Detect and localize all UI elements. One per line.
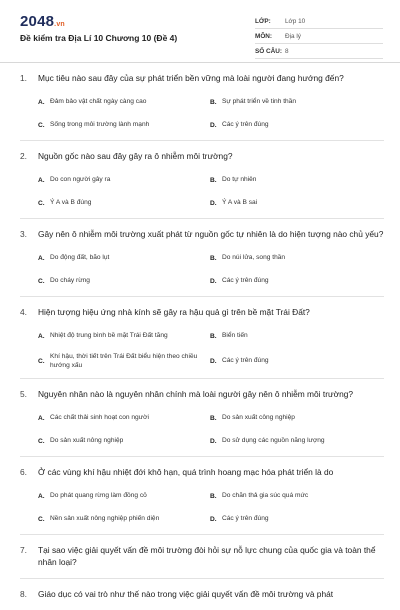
option-letter: C. (38, 121, 45, 129)
option-text: Các ý trên đúng (222, 277, 269, 285)
question-list (0, 63, 400, 610)
question-number: 8. (20, 589, 27, 599)
question-text: Mục tiêu nào sau đây của sự phát triển bền vững mà loài người đang hướng đến? (38, 73, 344, 83)
question-text: Tại sao việc giải quyết vấn đề môi trường đòi hỏi sự nỗ lực chung của quốc gia và toàn thể nhân loại? (38, 545, 376, 567)
question-item (20, 297, 384, 379)
question-text-row (20, 150, 384, 162)
option-text: Các ý trên đúng (222, 515, 269, 523)
option-letter: B. (210, 98, 217, 106)
logo-suffix: .vn (54, 21, 65, 28)
meta-row-count (255, 44, 383, 59)
question-text-row (20, 588, 384, 600)
option-text: Do sử dụng các nguồn năng lượng (222, 437, 325, 445)
answer-option[interactable] (38, 508, 210, 530)
answer-option[interactable] (210, 508, 384, 530)
option-text: Do cháy rừng (50, 277, 90, 285)
question-number: 1. (20, 73, 27, 83)
option-letter: D. (210, 437, 217, 445)
option-letter: D. (210, 199, 217, 207)
question-item (20, 457, 384, 535)
answer-option[interactable] (38, 91, 210, 113)
meta-value: Địa lý (285, 32, 301, 40)
meta-row-class (255, 14, 383, 29)
header (0, 0, 400, 63)
question-text: Nguyên nhân nào là nguyên nhân chính mà loài người gây nên ô nhiễm môi trường? (38, 389, 354, 399)
meta-row-subject (255, 29, 383, 44)
option-text: Sự phát triển về tinh thần (222, 98, 297, 106)
answer-option[interactable] (210, 407, 384, 429)
question-text: Nguồn gốc nào sau đây gây ra ô nhiễm môi trường? (38, 151, 233, 161)
option-letter: D. (210, 357, 217, 365)
question-text: Ở các vùng khí hậu nhiệt đới khô hạn, quá trình hoang mạc hóa phát triển là do (38, 467, 334, 477)
option-text: Do con người gây ra (50, 176, 111, 184)
answer-option[interactable] (38, 169, 210, 191)
answer-option[interactable] (210, 192, 384, 214)
question-number: 6. (20, 467, 27, 477)
answer-option[interactable] (210, 325, 384, 347)
meta-value: Lớp 10 (285, 17, 306, 25)
option-letter: D. (210, 277, 217, 285)
answer-option[interactable] (38, 247, 210, 269)
option-letter: A. (38, 492, 45, 500)
option-letter: B. (210, 492, 217, 500)
answer-option[interactable] (210, 91, 384, 113)
answer-option[interactable] (38, 348, 210, 374)
question-number: 4. (20, 307, 27, 317)
option-text: Các ý trên đúng (222, 121, 269, 129)
option-text: Các chất thải sinh hoạt con người (50, 414, 149, 422)
question-item (20, 141, 384, 219)
answer-option[interactable] (38, 270, 210, 292)
answer-option[interactable] (210, 270, 384, 292)
meta-value: 8 (285, 47, 289, 55)
option-text: Ý A và B sai (222, 199, 258, 207)
question-text: Gây nên ô nhiễm môi trường xuất phát từ nguồn gốc tự nhiên là do hiện tượng nào chủ yếu? (38, 229, 384, 239)
question-text-row (20, 544, 384, 568)
answer-option[interactable] (210, 247, 384, 269)
option-letter: B. (210, 414, 217, 422)
answer-option[interactable] (210, 169, 384, 191)
question-text-row (20, 228, 384, 240)
option-letter: B. (210, 254, 217, 262)
answer-option[interactable] (38, 430, 210, 452)
option-text: Đảm bảo vật chất ngày càng cao (50, 98, 147, 106)
option-text: Các ý trên đúng (222, 357, 269, 365)
meta-key: MÔN: (255, 32, 273, 40)
meta-key: SỐ CÂU: (255, 47, 282, 55)
answer-options (20, 400, 384, 456)
site-logo[interactable]: 2048.vn (20, 13, 65, 30)
answer-options (20, 162, 384, 218)
question-text-row (20, 466, 384, 478)
option-text: Khí hậu, thời tiết trên Trái Đất biểu hiện theo chiều hướng xấu (50, 352, 198, 369)
option-text: Do chăn thả gia súc quá mức (222, 492, 309, 500)
answer-option[interactable] (38, 325, 210, 347)
option-text: Nền sản xuất nông nghiệp phiến diện (50, 515, 160, 523)
answer-option[interactable] (210, 485, 384, 507)
question-text-row (20, 306, 384, 318)
question-number: 3. (20, 229, 27, 239)
option-letter: A. (38, 414, 45, 422)
option-letter: C. (38, 277, 45, 285)
option-text: Do động đất, bão lụt (50, 254, 110, 262)
option-text: Sống trong môi trường lành mạnh (50, 121, 150, 129)
option-letter: C. (38, 437, 45, 445)
question-item (20, 219, 384, 297)
question-number: 5. (20, 389, 27, 399)
option-letter: C. (38, 199, 45, 207)
option-letter: A. (38, 176, 45, 184)
answer-options (20, 240, 384, 296)
option-letter: B. (210, 332, 217, 340)
answer-option[interactable] (38, 192, 210, 214)
question-item (20, 579, 384, 610)
question-text-row (20, 72, 384, 84)
answer-options (20, 84, 384, 140)
option-letter: A. (38, 254, 45, 262)
answer-options (20, 318, 384, 378)
meta-key: LỚP: (255, 17, 271, 25)
answer-options (20, 478, 384, 534)
option-text: Do sản xuất nông nghiệp (50, 437, 124, 445)
answer-option[interactable] (210, 348, 384, 374)
answer-option[interactable] (38, 114, 210, 136)
option-letter: A. (38, 332, 45, 340)
question-number: 2. (20, 151, 27, 161)
answer-option[interactable] (38, 407, 210, 429)
answer-option[interactable] (210, 430, 384, 452)
page-title: Đề kiểm tra Địa Lí 10 Chương 10 (Đề 4) (20, 33, 178, 43)
question-item (20, 535, 384, 579)
question-item (20, 379, 384, 457)
option-text: Do núi lửa, song thần (222, 254, 286, 262)
option-letter: D. (210, 515, 217, 523)
option-text: Ý A và B đúng (50, 199, 92, 207)
question-item (20, 63, 384, 141)
option-letter: D. (210, 121, 217, 129)
answer-option[interactable] (210, 114, 384, 136)
exam-meta (255, 14, 383, 59)
option-letter: C. (38, 515, 45, 523)
option-text: Do phát quang rừng làm đồng cỏ (50, 492, 147, 500)
option-text: Do tự nhiên (222, 176, 257, 184)
option-text: Biển tiến (222, 332, 248, 340)
answer-option[interactable] (38, 485, 210, 507)
question-number: 7. (20, 545, 27, 555)
question-text-row (20, 388, 384, 400)
question-text: Hiện tượng hiệu ứng nhà kính sẽ gây ra hậu quả gì trên bề mặt Trái Đất? (38, 307, 310, 317)
option-text: Do sản xuất công nghiệp (222, 414, 295, 422)
option-letter: C. (38, 357, 45, 365)
question-text: Giáo dục có vai trò như thế nào trong việc giải quyết vấn đề môi trường và phát (38, 589, 334, 599)
option-letter: B. (210, 176, 217, 184)
option-text: Nhiệt độ trung bình bề mặt Trái Đất tăng (50, 332, 168, 340)
option-letter: A. (38, 98, 45, 106)
